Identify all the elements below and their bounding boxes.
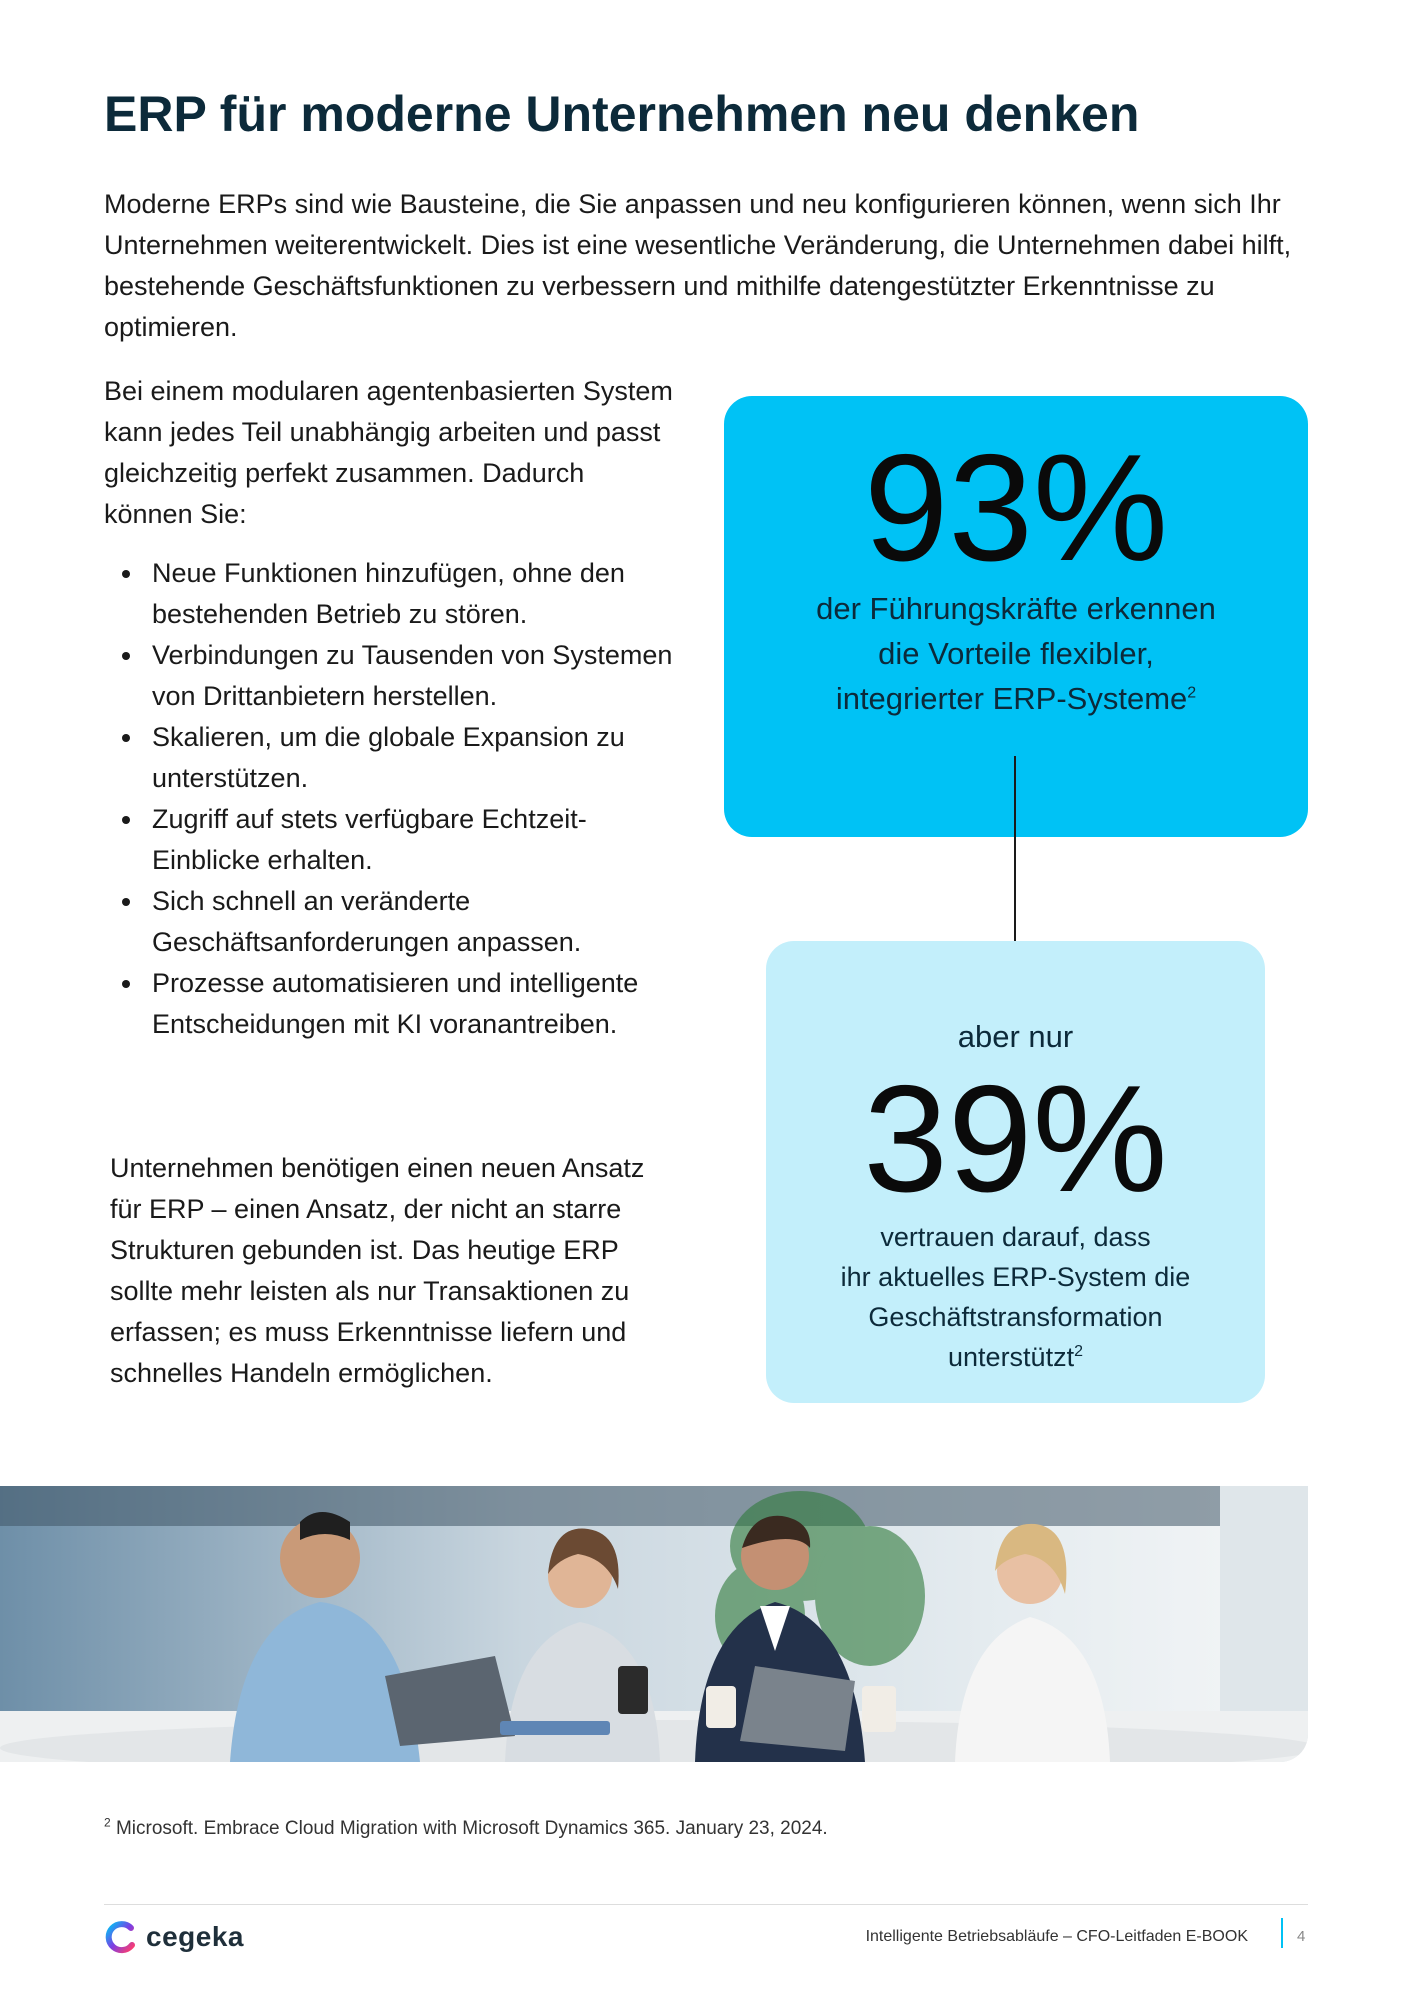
list-item: Skalieren, um die globale Expansion zu unterstützen. [104, 717, 674, 799]
office-photo-illustration [0, 1486, 1308, 1762]
footer-divider [104, 1904, 1308, 1905]
stat-caption-text: unterstützt [948, 1342, 1075, 1372]
closing-paragraph: Unternehmen benötigen einen neuen Ansatz für ERP – einen Ansatz, der nicht an starre Strukturen gebunden ist. Das heutige ERP sollte mehr leisten als nur Transaktionen zu erfassen; es muss Erkenntnisse liefern und schnelles Handeln ermöglichen. [110, 1153, 645, 1388]
list-item: Sich schnell an veränderte Geschäftsanforderungen anpassen. [104, 881, 674, 963]
lead-paragraph: Bei einem modularen agentenbasierten System kann jedes Teil unabhängig arbeiten und passt gleichzeitig perfekt zusammen. Dadurch können Sie: [104, 376, 673, 529]
stat-caption-line: ihr aktuelles ERP-System die [840, 1262, 1191, 1292]
stat-caption-line: der Führungskräfte erkennen [816, 591, 1216, 626]
cegeka-logo [104, 1917, 244, 1957]
benefit-list [104, 553, 674, 1045]
stat-caption-text: integrierter ERP-Systeme [835, 681, 1188, 716]
stat-caption-line: die Vorteile flexibler, [878, 636, 1154, 671]
footnote-text: Microsoft. Embrace Cloud Migration with Microsoft Dynamics 365. January 23, 2024. [115, 1818, 828, 1839]
stat-caption-39 [786, 1217, 1245, 1377]
footer-separator [1281, 1918, 1283, 1948]
footer-doc-title: Intelligente Betriebsabläufe – CFO-Leitfaden E-BOOK [865, 1928, 1248, 1945]
list-item: Verbindungen zu Tausenden von Systemen von Drittanbietern herstellen. [104, 635, 674, 717]
stat-box-39 [766, 941, 1265, 1403]
list-item: Prozesse automatisieren und intelligente Entscheidungen mit KI voranantreiben. [104, 963, 674, 1045]
team-meeting-photo [0, 1486, 1308, 1762]
stat-caption-line [786, 1337, 1245, 1377]
footnote-number: 2 [104, 1815, 111, 1830]
footnote [104, 1815, 828, 1840]
list-item: Zugriff auf stets verfügbare Echtzeit-Einblicke erhalten. [104, 799, 674, 881]
stat-caption-line: Geschäftstransformation [868, 1302, 1163, 1332]
page-title: ERP für moderne Unternehmen neu denken [104, 86, 1140, 142]
stat-lead: aber nur [957, 1019, 1074, 1054]
footnote-ref: 2 [1074, 1343, 1083, 1360]
stat-caption-line [744, 676, 1288, 721]
logo-wordmark: cegeka [146, 1921, 244, 1952]
list-item: Neue Funktionen hinzufügen, ohne den bestehenden Betrieb zu stören. [104, 553, 674, 635]
page-number: 4 [1297, 1928, 1306, 1945]
cegeka-logo-icon [104, 1920, 138, 1954]
stat-caption-line: vertrauen darauf, dass [880, 1222, 1151, 1252]
stat-value-39: 39% [863, 1054, 1168, 1224]
left-column [104, 371, 674, 1045]
stat-caption-93 [744, 586, 1288, 721]
footnote-ref: 2 [1187, 684, 1197, 702]
stat-value-93: 93% [863, 423, 1169, 593]
intro-paragraph: Moderne ERPs sind wie Bausteine, die Sie anpassen und neu konfigurieren können, wenn sich Ihr Unternehmen weiterentwickelt. Dies ist eine wesentliche Veränderung, die Unternehmen dabei hilft, bestehende Geschäftsfunktionen zu verbessern und mithilfe datengestützter Erkenntnisse zu optimieren. [104, 189, 1292, 342]
